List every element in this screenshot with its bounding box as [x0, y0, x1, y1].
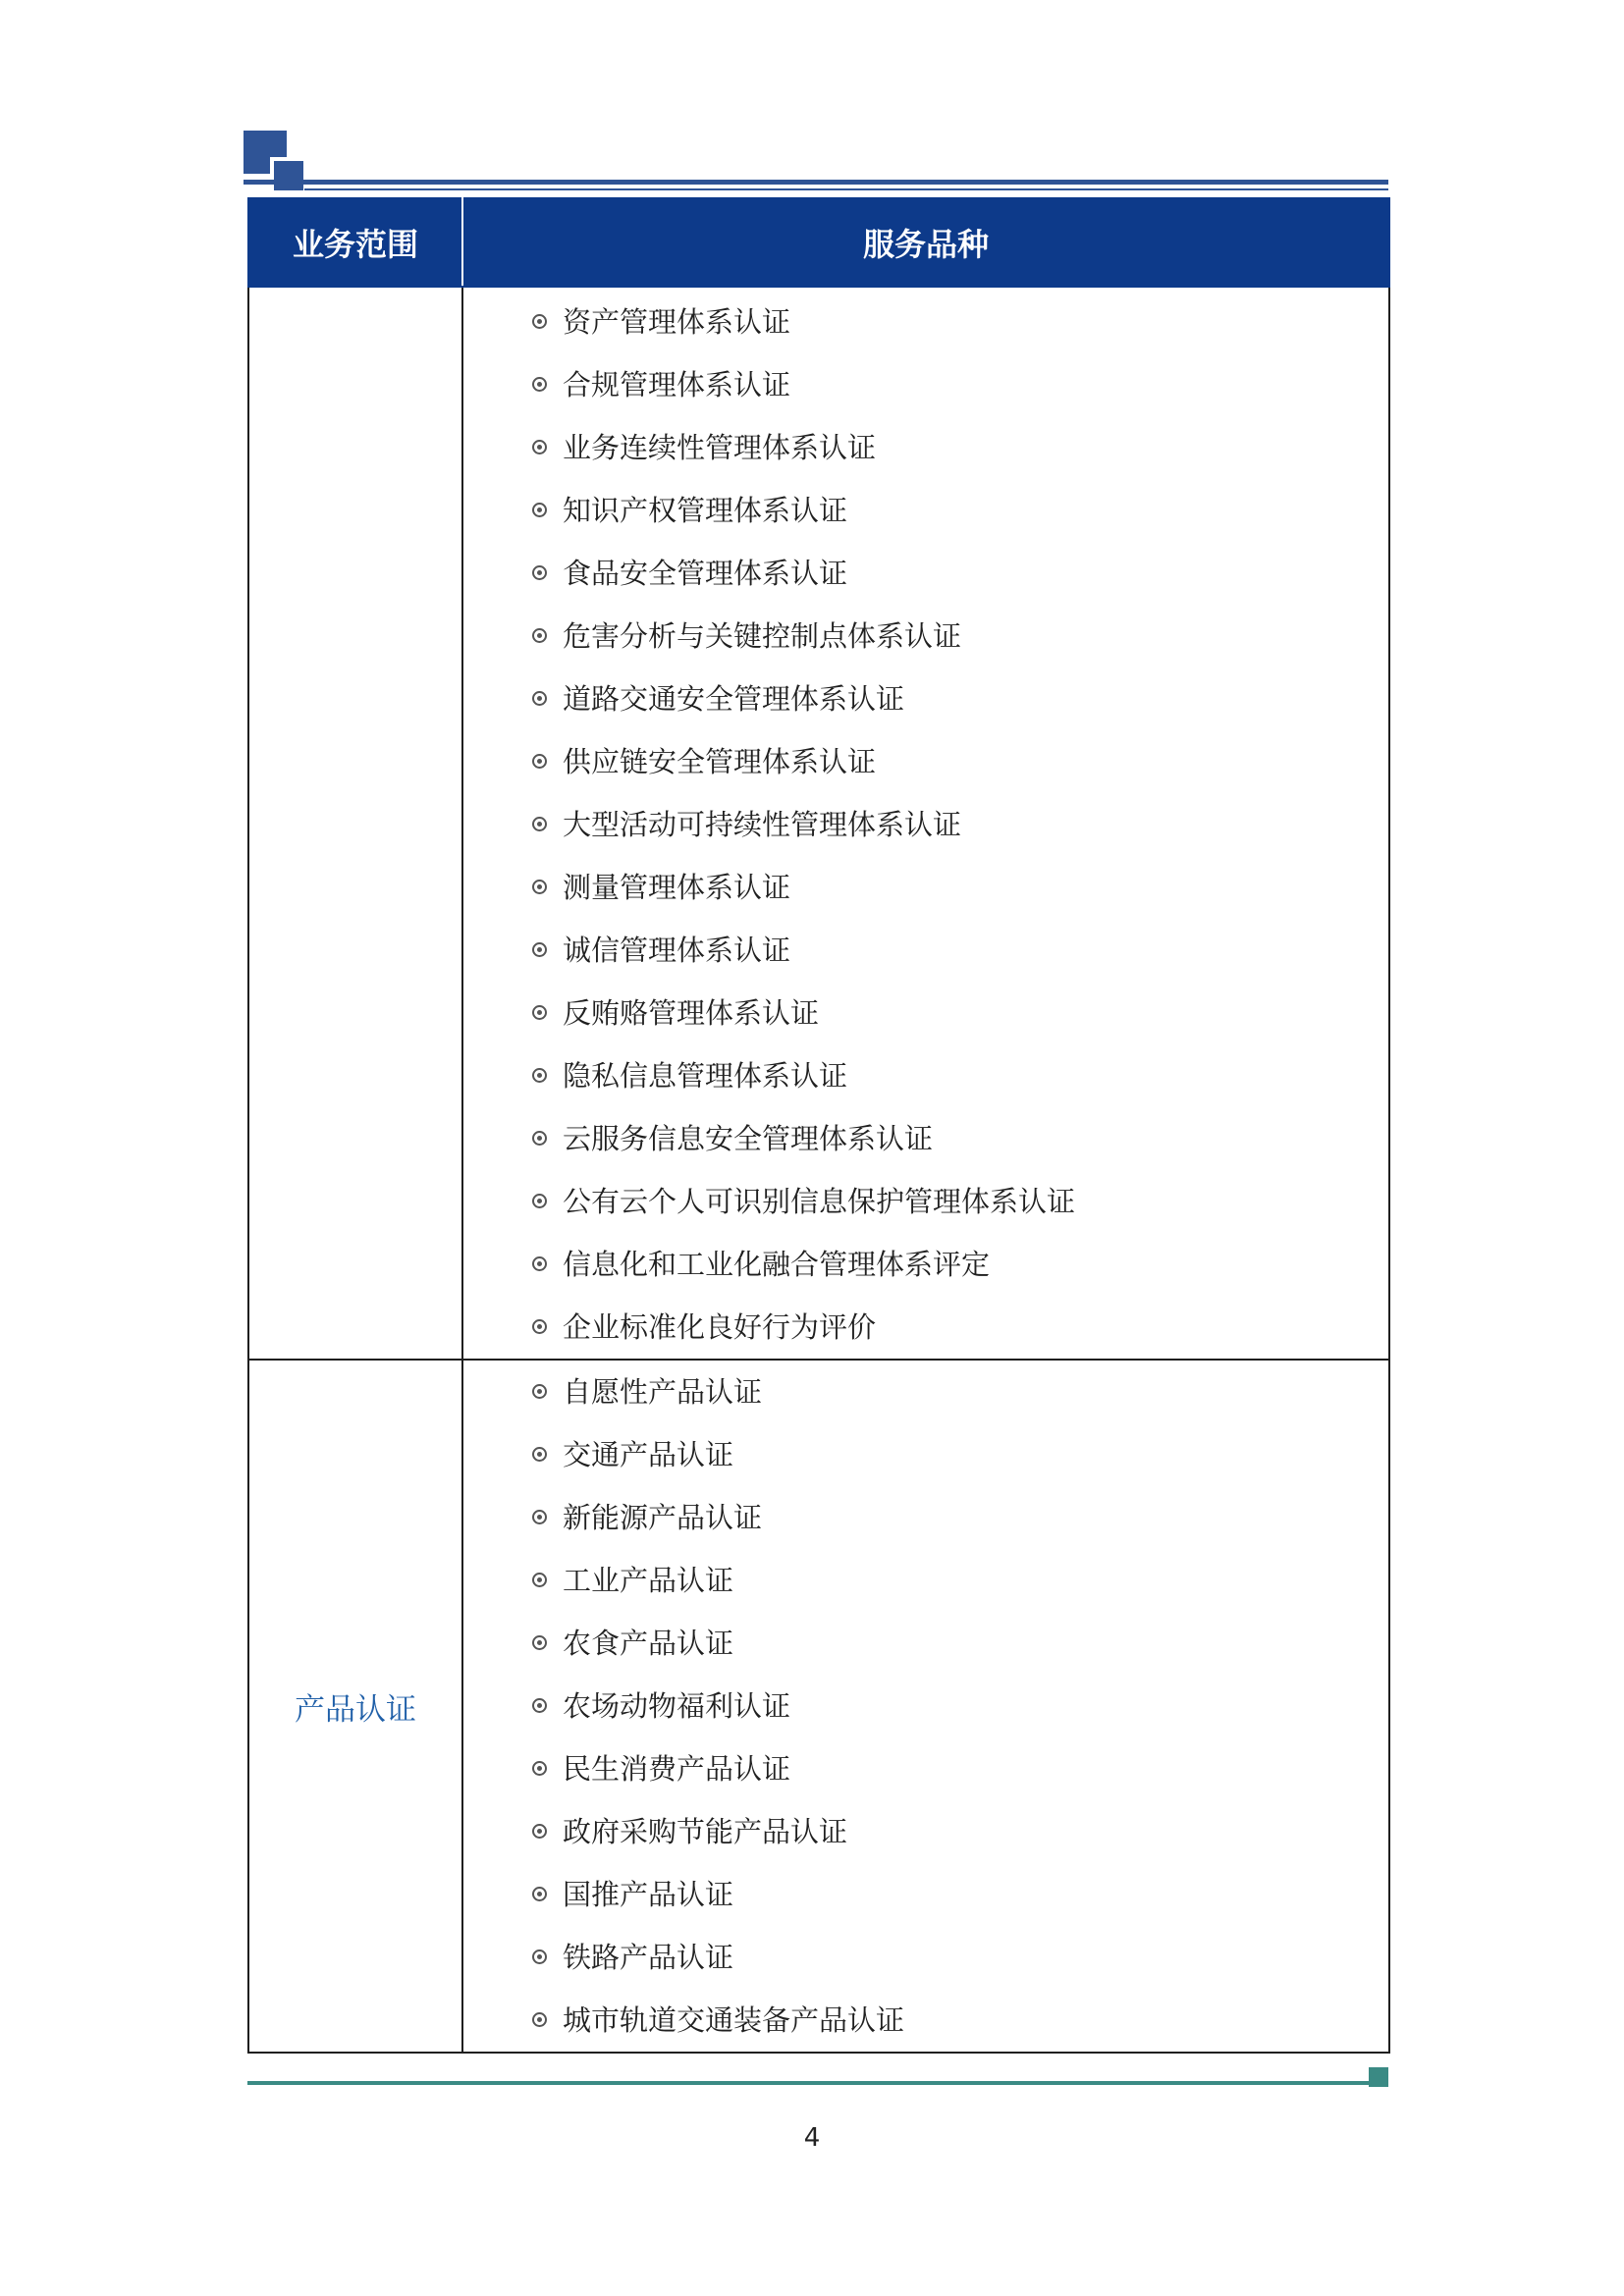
bullet-icon: [532, 565, 547, 580]
bullet-icon: [532, 817, 547, 831]
table-row: [248, 287, 1389, 1360]
service-table: [247, 197, 1390, 2054]
bullet-icon: [532, 1131, 547, 1146]
list-item: 公有云个人可识别信息保护管理体系认证: [532, 1170, 1388, 1233]
bullet-icon: [532, 1319, 547, 1334]
bullet-icon: [532, 1447, 547, 1462]
bullet-icon: [532, 2012, 547, 2027]
list-item: 国推产品认证: [532, 1863, 1388, 1926]
list-item: 信息化和工业化融合管理体系评定: [532, 1233, 1388, 1296]
bullet-icon: [532, 1824, 547, 1839]
list-item: 政府采购节能产品认证: [532, 1800, 1388, 1863]
table-row: [248, 1360, 1389, 2053]
list-item: 农场动物福利认证: [532, 1675, 1388, 1737]
list-item: 反贿赂管理体系认证: [532, 982, 1388, 1044]
list-item: 测量管理体系认证: [532, 856, 1388, 919]
services-cell: [462, 1360, 1389, 2053]
service-list: [463, 288, 1388, 1359]
list-item: 危害分析与关键控制点体系认证: [532, 605, 1388, 667]
services-cell: [462, 287, 1389, 1360]
table-header-row: [248, 198, 1389, 287]
footer-ornament-square: [1369, 2067, 1388, 2087]
header-ornament-square-small: [270, 157, 307, 194]
bullet-icon: [532, 1510, 547, 1524]
list-item: 新能源产品认证: [532, 1486, 1388, 1549]
header-services: 服务品种: [462, 198, 1389, 287]
bullet-icon: [532, 880, 547, 894]
list-item: 业务连续性管理体系认证: [532, 416, 1388, 479]
header-rule-thin: [304, 188, 1388, 190]
list-item: 云服务信息安全管理体系认证: [532, 1107, 1388, 1170]
list-item: 知识产权管理体系认证: [532, 479, 1388, 542]
header-rule: [244, 180, 1388, 185]
list-item: 交通产品认证: [532, 1423, 1388, 1486]
list-item: 大型活动可持续性管理体系认证: [532, 793, 1388, 856]
list-item: 城市轨道交通装备产品认证: [532, 1989, 1388, 2052]
bullet-icon: [532, 1573, 547, 1587]
bullet-icon: [532, 1068, 547, 1083]
list-item: 资产管理体系认证: [532, 291, 1388, 353]
bullet-icon: [532, 1887, 547, 1901]
list-item: 隐私信息管理体系认证: [532, 1044, 1388, 1107]
list-item: 诚信管理体系认证: [532, 919, 1388, 982]
bullet-icon: [532, 1005, 547, 1020]
bullet-icon: [532, 377, 547, 392]
bullet-icon: [532, 691, 547, 706]
service-list: [463, 1361, 1388, 2052]
page-number: 4: [803, 2123, 821, 2153]
bullet-icon: [532, 1256, 547, 1271]
bullet-icon: [532, 628, 547, 643]
list-item: 自愿性产品认证: [532, 1361, 1388, 1423]
bullet-icon: [532, 1384, 547, 1399]
list-item: 供应链安全管理体系认证: [532, 730, 1388, 793]
bullet-icon: [532, 314, 547, 329]
bullet-icon: [532, 503, 547, 517]
bullet-icon: [532, 1949, 547, 1964]
bullet-icon: [532, 1761, 547, 1776]
bullet-icon: [532, 754, 547, 769]
list-item: 道路交通安全管理体系认证: [532, 667, 1388, 730]
header-scope: 业务范围: [248, 198, 462, 287]
list-item: 食品安全管理体系认证: [532, 542, 1388, 605]
bullet-icon: [532, 1635, 547, 1650]
scope-cell: [248, 287, 462, 1360]
list-item: 民生消费产品认证: [532, 1737, 1388, 1800]
footer-rule: [247, 2081, 1369, 2085]
bullet-icon: [532, 942, 547, 957]
scope-cell: 产品认证: [248, 1360, 462, 2053]
list-item: 铁路产品认证: [532, 1926, 1388, 1989]
list-item: 合规管理体系认证: [532, 353, 1388, 416]
list-item: 工业产品认证: [532, 1549, 1388, 1612]
bullet-icon: [532, 440, 547, 454]
list-item: 企业标准化良好行为评价: [532, 1296, 1388, 1359]
bullet-icon: [532, 1194, 547, 1208]
list-item: 农食产品认证: [532, 1612, 1388, 1675]
bullet-icon: [532, 1698, 547, 1713]
